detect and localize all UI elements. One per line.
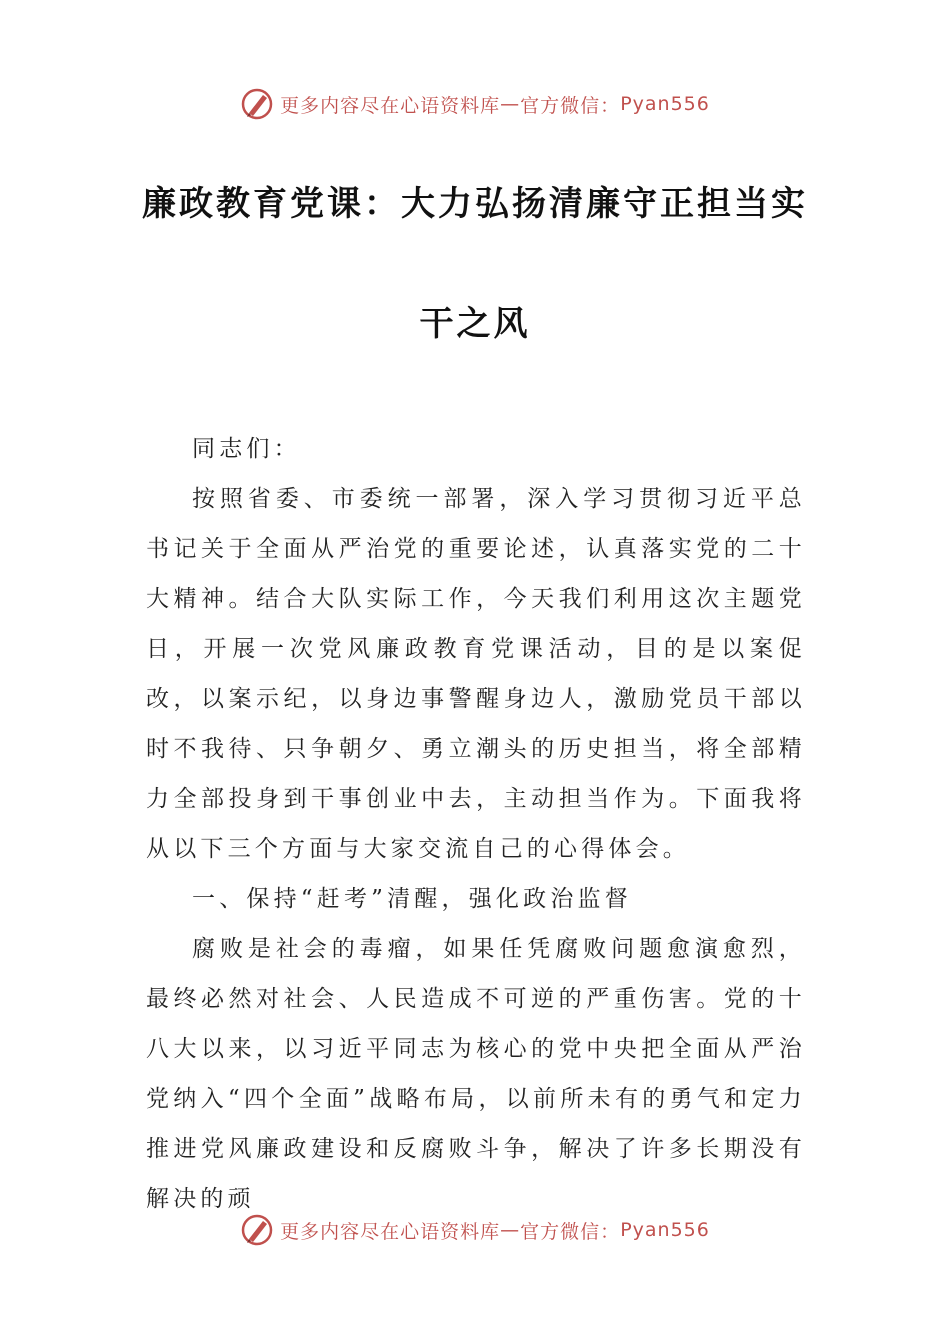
watermark-header (0, 84, 950, 124)
watermark-text: 更多内容尽在心语资料库 (280, 94, 501, 117)
watermark-dash: — (500, 93, 521, 115)
watermark-wechat-id: Pyan556 (620, 1219, 710, 1241)
salutation: 同志们： (192, 436, 301, 462)
pen-logo-icon (240, 1213, 274, 1247)
watermark-suffix: 官方微信： (520, 1220, 621, 1243)
document-title-line-2: 干之风 (419, 304, 531, 344)
watermark-wechat-id: Pyan556 (620, 93, 710, 115)
document-title-line-1: 廉政教育党课：大力弘扬清廉守正担当实 (142, 184, 808, 224)
section-heading-1: 一、保持“赶考”清醒，强化政治监督 (192, 886, 632, 912)
document-body (146, 424, 806, 1224)
watermark-suffix: 官方微信： (520, 94, 621, 117)
watermark-text: 更多内容尽在心语资料库 (280, 1220, 501, 1243)
paragraph-section-1: 腐败是社会的毒瘤，如果任凭腐败问题愈演愈烈，最终必然对社会、人民造成不可逆的严重伤害。党的十八大以来，以习近平同志为核心的党中央把全面从严治党纳入“四个全面”战略布局，以前所未有的勇气和定力推进党风廉政建设和反腐败斗争，解决了许多长期没有解决的顽 (146, 936, 806, 1212)
paragraph-intro: 按照省委、市委统一部署，深入学习贯彻习近平总书记关于全面从严治党的重要论述，认真落实党的二十大精神。结合大队实际工作，今天我们利用这次主题党日，开展一次党风廉政教育党课活动，目的是以案促改，以案示纪，以身边事警醒身边人，激励党员干部以时不我待、只争朝夕、勇立潮头的历史担当，将全部精力全部投身到干事创业中去，主动担当作为。下面我将从以下三个方面与大家交流自己的心得体会。 (146, 486, 806, 862)
pen-logo-icon (240, 87, 274, 121)
watermark-footer (0, 1210, 950, 1250)
watermark-dash: — (500, 1219, 521, 1241)
